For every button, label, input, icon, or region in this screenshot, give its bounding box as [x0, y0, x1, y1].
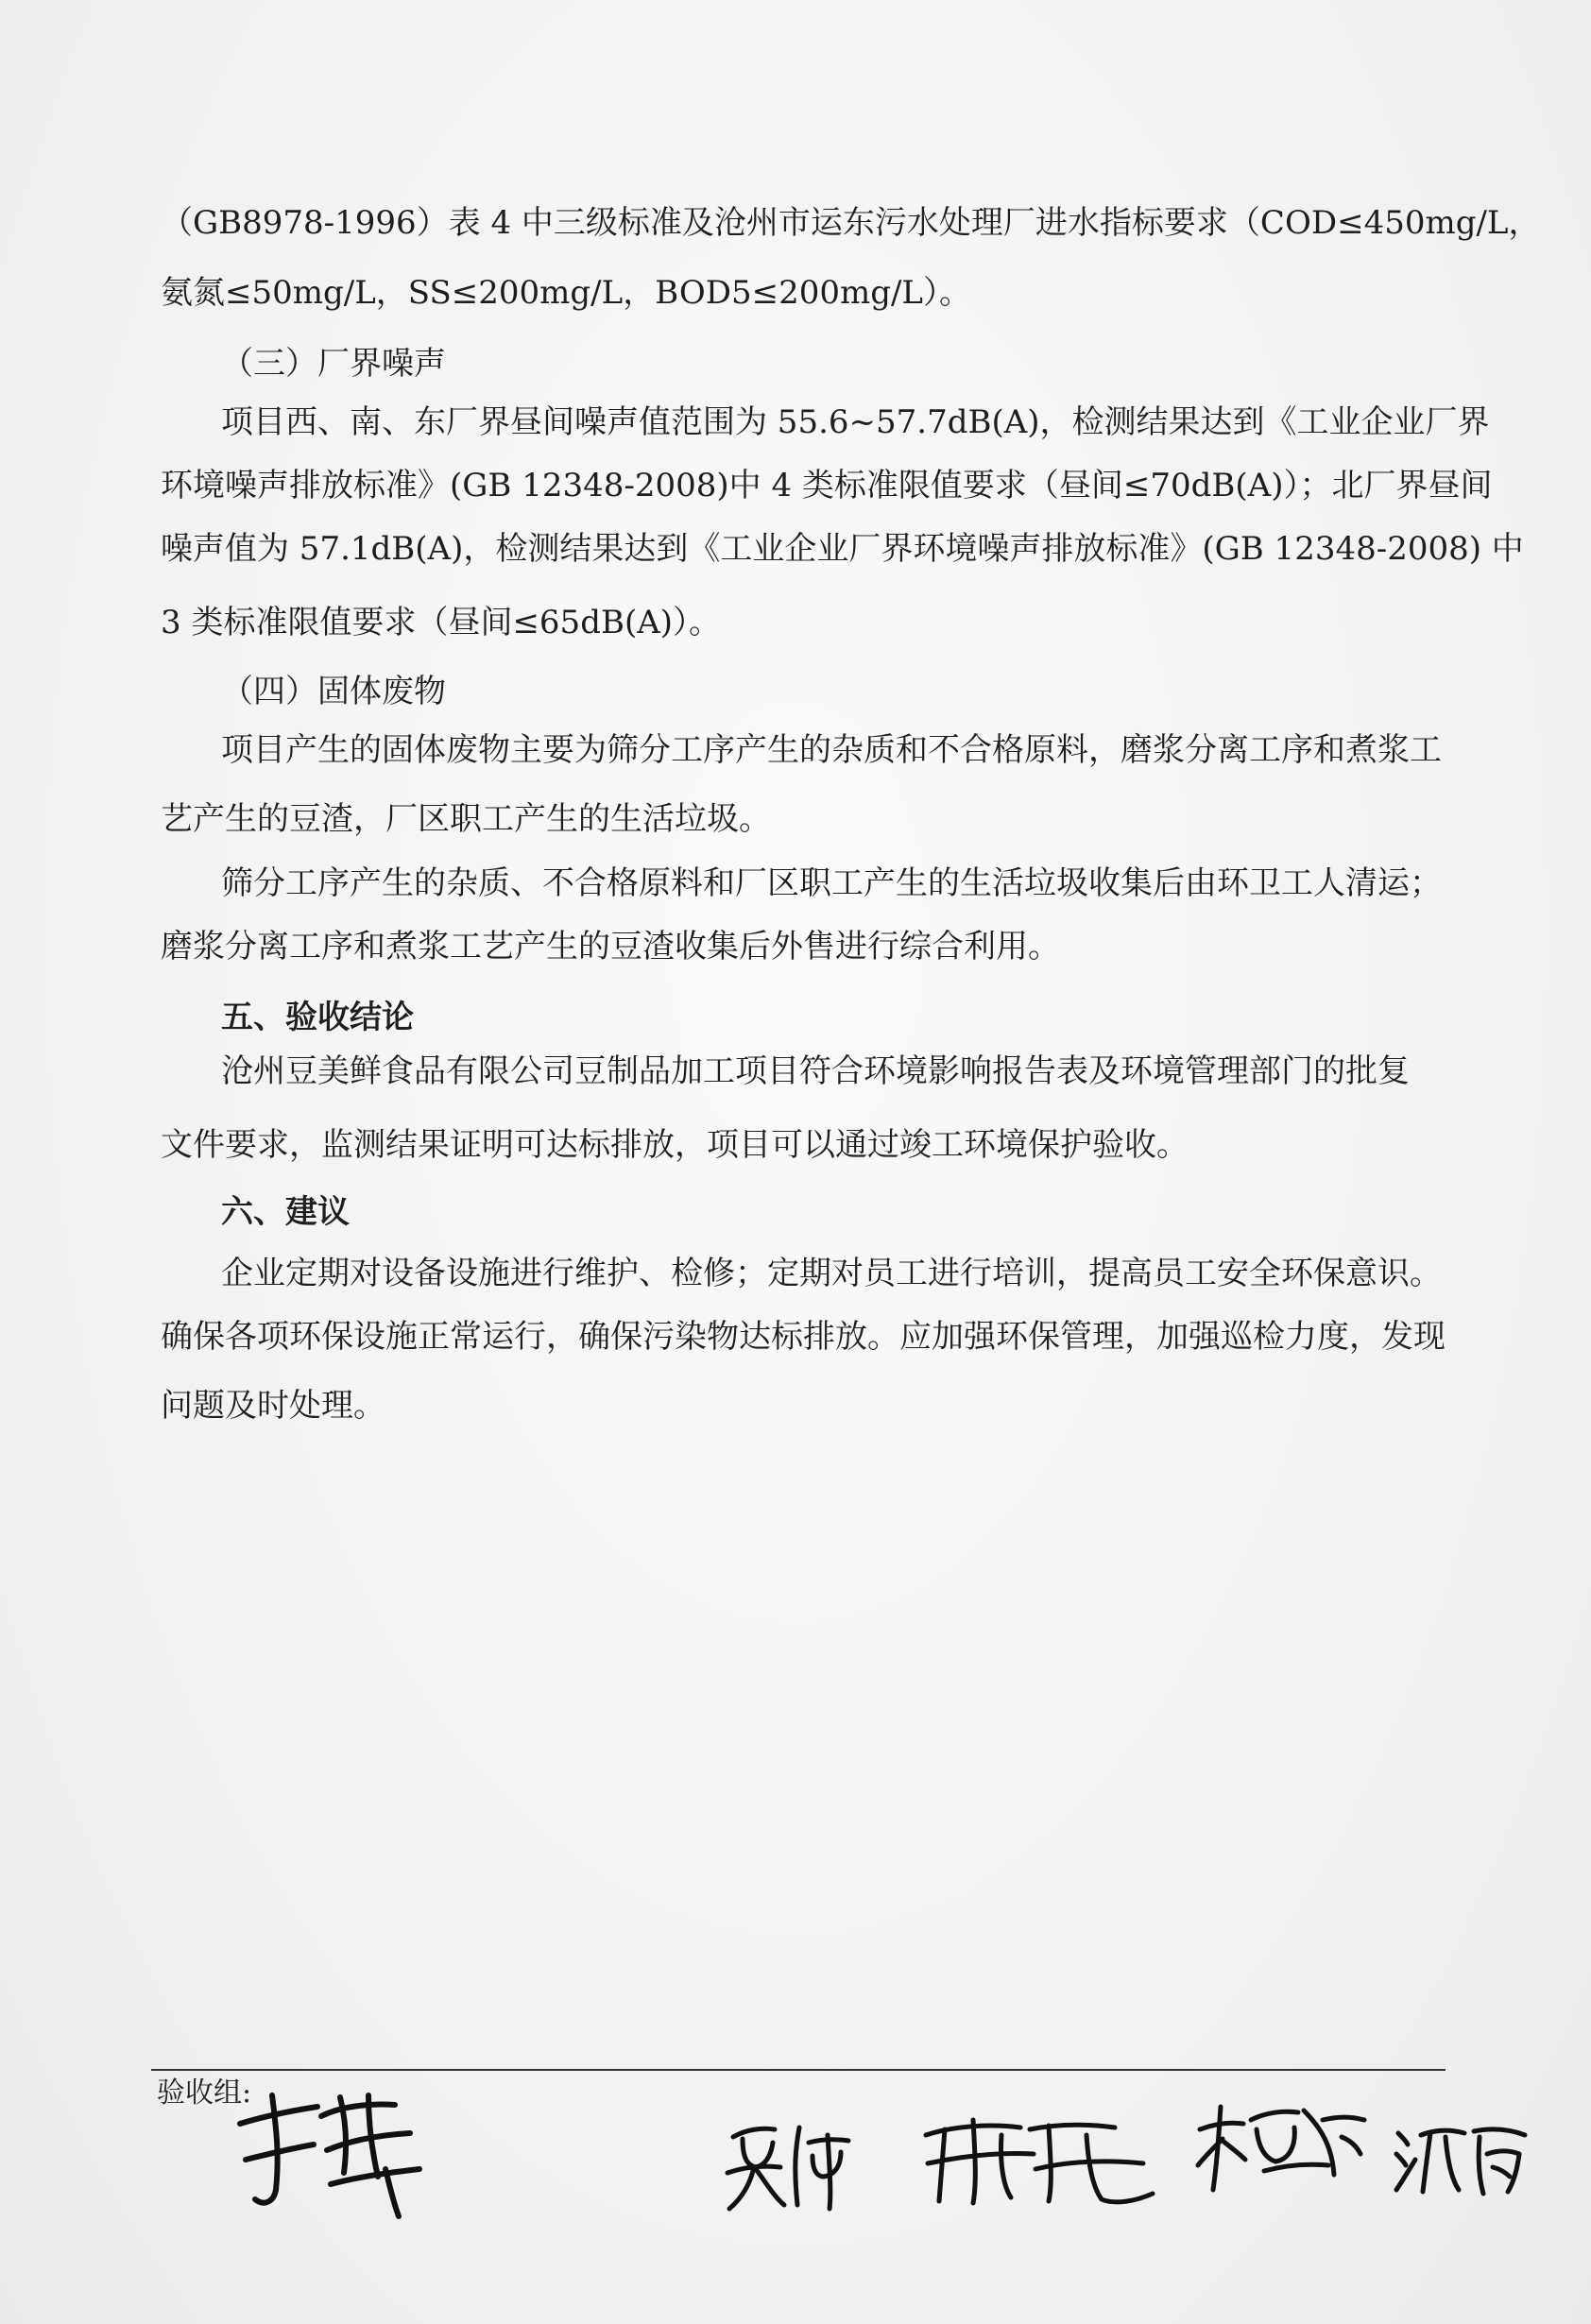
signature-2	[718, 2110, 860, 2214]
text-line: 3 类标准限值要求（昼间≤65dB(A)）。	[161, 604, 722, 641]
section-heading-solid-waste: （四）固体废物	[221, 673, 446, 710]
signature-5	[1389, 2116, 1531, 2201]
text-line: 项目产生的固体废物主要为筛分工序产生的杂质和不合格原料，磨浆分离工序和煮浆工	[221, 731, 1442, 769]
signature-4	[1190, 2092, 1370, 2196]
text-line: 问题及时处理。	[161, 1387, 385, 1425]
text-line: 氨氮≤50mg/L，SS≤200mg/L，BOD5≤200mg/L）。	[161, 274, 972, 312]
section-heading-noise: （三）厂界噪声	[221, 345, 446, 383]
signature-3	[916, 2107, 1162, 2211]
signature-1	[227, 2078, 435, 2220]
text-line: 环境噪声排放标准》(GB 12348-2008)中 4 类标准限值要求（昼间≤70dB(A)）；北厂界昼间	[161, 467, 1493, 504]
text-line: 文件要求，监测结果证明可达标排放，项目可以通过竣工环境保护验收。	[161, 1126, 1189, 1164]
text-line: （GB8978-1996）表 4 中三级标准及沧州市运东污水处理厂进水指标要求（COD≤450mg/L，	[161, 204, 1541, 242]
signature-divider	[151, 2069, 1446, 2071]
text-line: 企业定期对设备设施进行维护、检修；定期对员工进行培训，提高员工安全环保意识。	[221, 1255, 1442, 1292]
text-line: 筛分工序产生的杂质、不合格原料和厂区职工产生的生活垃圾收集后由环卫工人清运；	[221, 864, 1442, 902]
text-line: 沧州豆美鲜食品有限公司豆制品加工项目符合环境影响报告表及环境管理部门的批复	[221, 1052, 1410, 1090]
text-line: 确保各项环保设施正常运行，确保污染物达标排放。应加强环保管理，加强巡检力度，发现	[161, 1318, 1446, 1356]
text-line: 项目西、南、东厂界昼间噪声值范围为 55.6~57.7dB(A)，检测结果达到《工业企业厂界	[221, 403, 1490, 441]
text-line: 艺产生的豆渣，厂区职工产生的生活垃圾。	[161, 800, 771, 838]
section-heading-suggestions: 六、建议	[221, 1193, 350, 1231]
text-line: 噪声值为 57.1dB(A)，检测结果达到《工业企业厂界环境噪声排放标准》(GB 12348-2008) 中	[161, 530, 1524, 568]
text-line: 磨浆分离工序和煮浆工艺产生的豆渣收集后外售进行综合利用。	[161, 928, 1060, 965]
signature-label: 验收组:	[157, 2076, 252, 2110]
section-heading-conclusion: 五、验收结论	[221, 999, 414, 1036]
